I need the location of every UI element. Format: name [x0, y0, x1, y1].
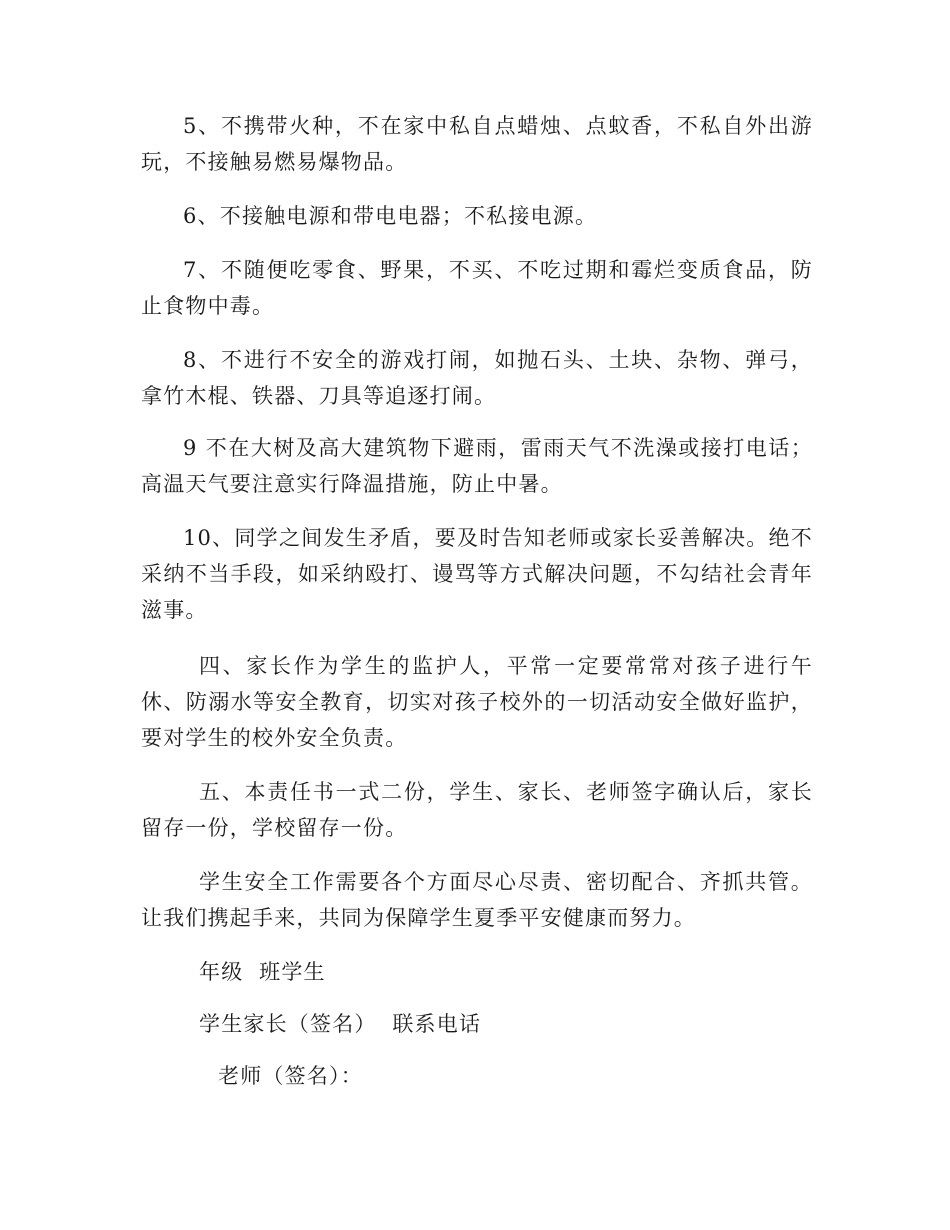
- rule-9-paragraph: 9 不在大树及高大建筑物下避雨，雷雨天气不洗澡或接打电话；高温天气要注意实行降温措施，防止中暑。: [141, 436, 813, 496]
- rule-6-paragraph: 6、不接触电源和带电电器；不私接电源。: [183, 204, 598, 228]
- section-four-paragraph: 四、家长作为学生的监护人，平常一定要常常对孩子进行午休、防溺水等安全教育，切实对孩子校外的一切活动安全做好监护，要对学生的校外安全负责。: [141, 654, 813, 750]
- rule-10-paragraph: 10、同学之间发生矛盾，要及时告知老师或家长妥善解决。绝不采纳不当手段，如采纳殴打、谩骂等方式解决问题，不勾结社会青年滋事。: [141, 526, 813, 622]
- section-five-paragraph: 五、本责任书一式二份，学生、家长、老师签字确认后，家长留存一份，学校留存一份。: [141, 780, 813, 840]
- teacher-signature-line: 老师（签名）：: [218, 1064, 363, 1088]
- rule-7-paragraph: 7、不随便吃零食、野果，不买、不吃过期和霉烂变质食品，防止食物中毒。: [141, 258, 813, 318]
- class-student-line: 年级 班学生: [199, 960, 326, 984]
- rule-8-paragraph: 8、不进行不安全的游戏打闹，如抛石头、土块、杂物、弹弓，拿竹木棍、铁器、刀具等追逐打闹。: [141, 348, 813, 408]
- parent-signature-line: 学生家长（签名） 联系电话: [199, 1012, 482, 1036]
- closing-paragraph: 学生安全工作需要各个方面尽心尽责、密切配合、齐抓共管。让我们携起手来，共同为保障学生夏季平安健康而努力。: [141, 870, 813, 930]
- rule-5-paragraph: 5、不携带火种，不在家中私自点蜡烛、点蚊香，不私自外出游玩，不接触易燃易爆物品。: [141, 114, 813, 174]
